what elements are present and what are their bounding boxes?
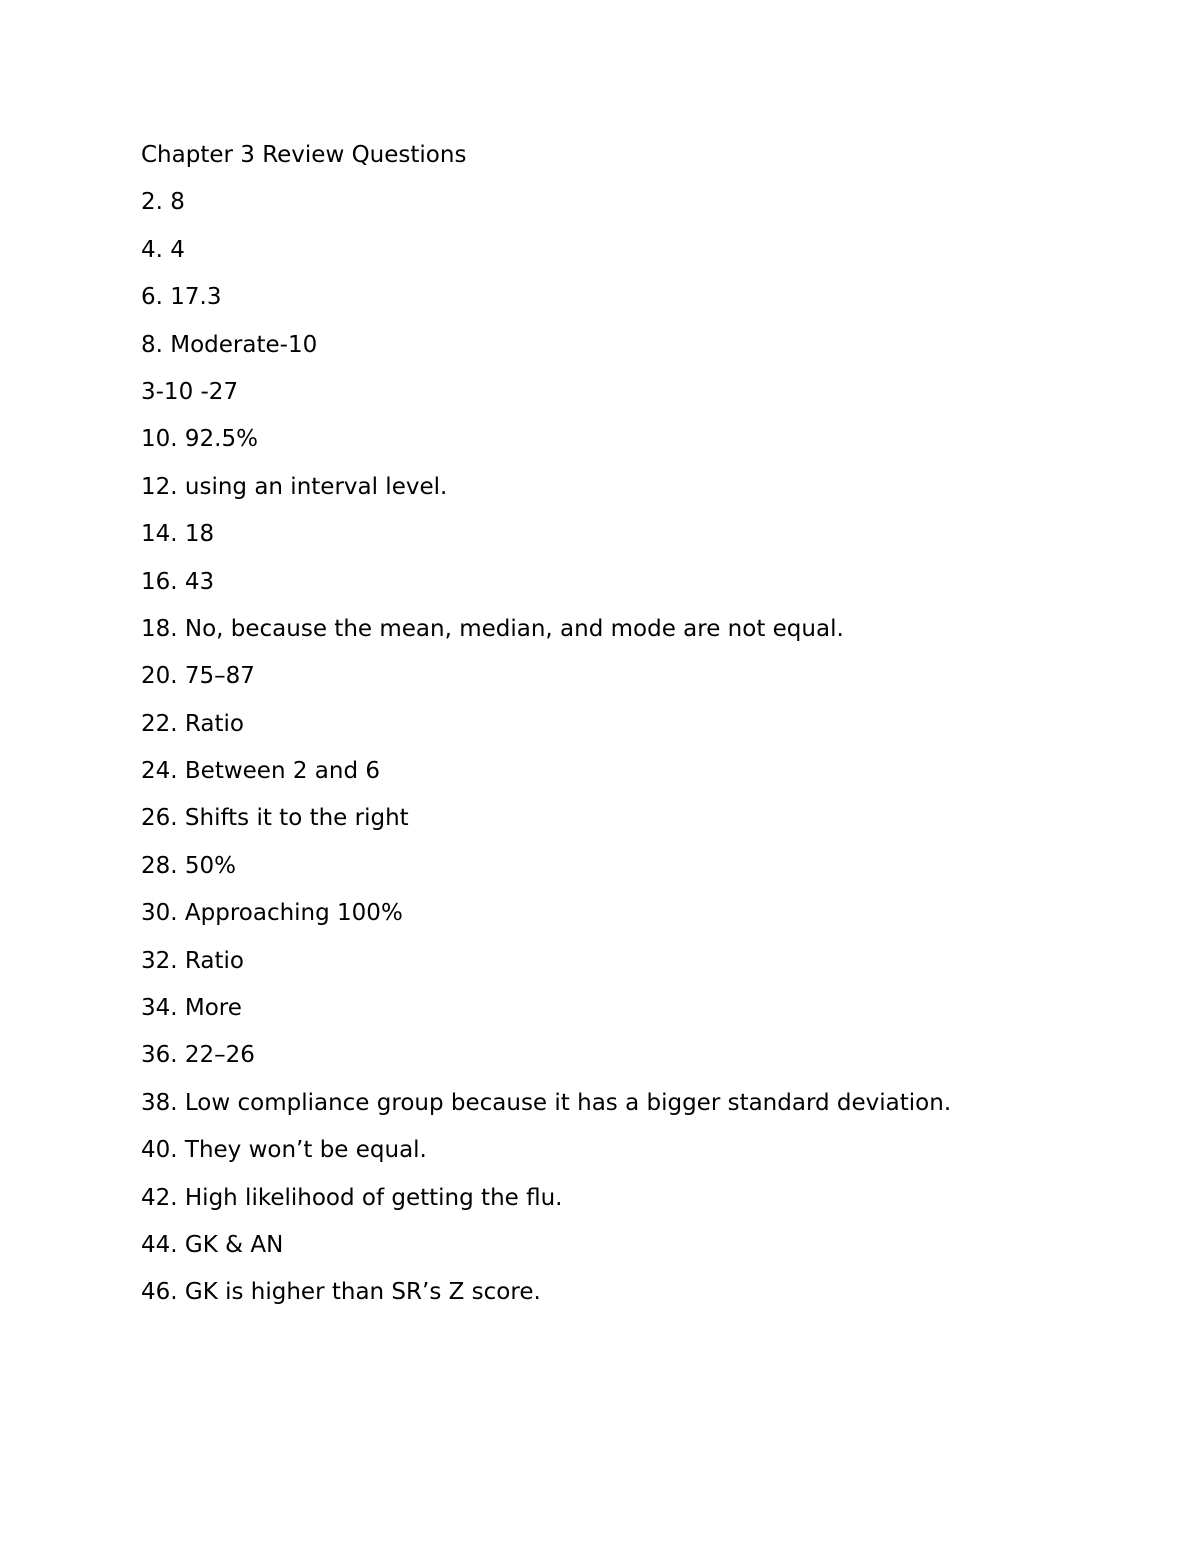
answer-line: 8. Moderate-10 — [141, 331, 318, 358]
answer-line: 2. 8 — [141, 189, 185, 216]
answer-line: 16. 43 — [141, 568, 215, 595]
answer-line: 34. More — [141, 995, 242, 1022]
answer-line: 30. Approaching 100% — [141, 900, 403, 927]
answer-line: 32. Ratio — [141, 947, 244, 974]
answer-line: 18. No, because the mean, median, and mode are not equal. — [141, 615, 844, 642]
answer-line: 26. Shifts it to the right — [141, 805, 409, 832]
document-body — [141, 136, 1101, 1321]
answer-line: 22. Ratio — [141, 710, 244, 737]
answer-line: 46. GK is higher than SR’s Z score. — [141, 1279, 541, 1306]
answer-line: 6. 17.3 — [141, 284, 222, 311]
answer-line: 10. 92.5% — [141, 426, 258, 453]
answer-line: 20. 75–87 — [141, 663, 255, 690]
answer-line: 24. Between 2 and 6 — [141, 758, 380, 785]
document-title: Chapter 3 Review Questions — [141, 142, 467, 168]
answer-line: 4. 4 — [141, 236, 185, 263]
answer-line: 12. using an interval level. — [141, 473, 448, 500]
answer-line: 42. High likelihood of getting the flu. — [141, 1184, 563, 1211]
answer-line: 28. 50% — [141, 852, 237, 879]
answer-line: 44. GK & AN — [141, 1231, 284, 1258]
answer-line: 3-10 -27 — [141, 378, 239, 405]
answer-line: 36. 22–26 — [141, 1042, 255, 1069]
answer-line: 40. They won’t be equal. — [141, 1137, 427, 1164]
answer-line: 14. 18 — [141, 521, 215, 548]
answer-line: 38. Low compliance group because it has a bigger standard deviation. — [141, 1089, 952, 1116]
